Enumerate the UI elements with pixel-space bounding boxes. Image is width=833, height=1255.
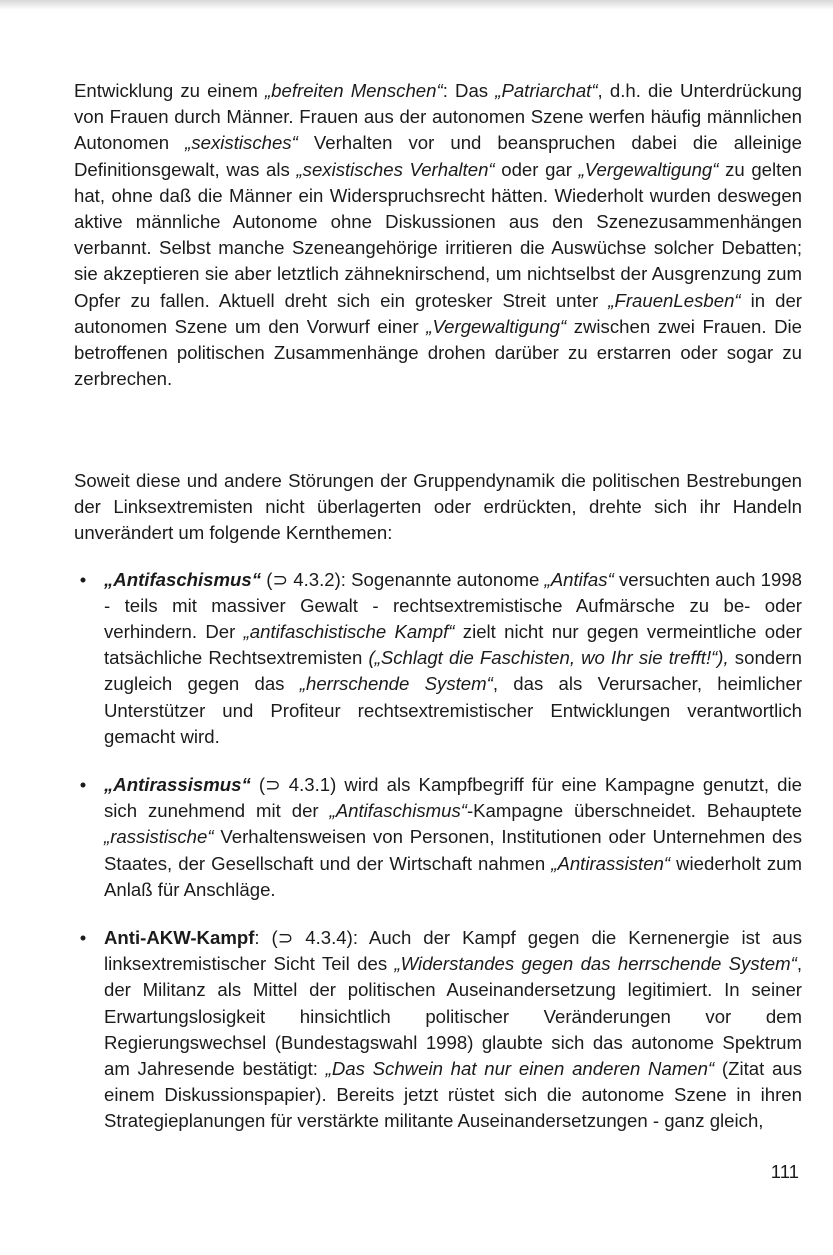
text-run: Verhalten vor und beanspruchen dabei die alleinige Definitionsgewalt, was als xyxy=(74,132,802,180)
text-run: zielt nicht nur gegen vermeintliche oder tatsächliche Rechtsextremisten xyxy=(104,621,802,669)
kernthemen-list xyxy=(74,567,802,1135)
bullet-marker: • xyxy=(79,568,87,590)
quote-frauenlesben: „FrauenLesben“ xyxy=(608,289,741,311)
bullet-marker: • xyxy=(79,927,87,949)
paragraph-patriarchat xyxy=(74,78,802,446)
quote-schlagt-die-faschisten: („Schlagt die Faschisten, wo Ihr sie trefft!“), xyxy=(368,647,729,669)
text-run: sondern zugleich gegen das xyxy=(104,647,802,695)
quote-das-schwein: „Das Schwein hat nur einen anderen Namen“ xyxy=(325,1058,715,1080)
text-run: zwischen zwei Frauen. Die betroffenen politischen Zusammenhänge drohen darüber zu erstarren oder sogar zu zerbrechen. xyxy=(74,315,802,390)
text-run: -Kampagne überschneidet. Behauptete xyxy=(466,800,802,822)
quote-befreiten-menschen: „befreiten Menschen“ xyxy=(264,80,443,101)
quote-sexistisches: „sexistisches“ xyxy=(185,132,298,154)
scan-top-edge xyxy=(0,0,833,10)
text-run: , d.h. die Unterdrückung von Frauen durch Männer. Frauen aus der autonomen Szene werfen häufig männlichen Autonomen xyxy=(74,80,802,154)
text-run: Entwicklung zu einem xyxy=(74,80,265,101)
quote-rassistische: „rassistische“ xyxy=(104,826,214,848)
list-item-anti-akw-kampf xyxy=(74,925,802,1135)
text-run: versuchten auch 1998 - teils mit massiver Gewalt - rechtsextremistische Aufmärsche zu be- oder verhindern. Der xyxy=(104,568,802,643)
quote-vergewaltigung: „Vergewaltigung“ xyxy=(426,315,567,337)
list-item-antirassismus xyxy=(74,772,802,903)
quote-vergewaltigung: „Vergewaltigung“ xyxy=(578,158,719,180)
term-antirassismus: „Antirassismus“ xyxy=(104,774,251,796)
text-run: , der Militanz als Mittel der politischen Auseinandersetzung legitimiert. In seiner Erwartungslosigkeit hinsichtlich politischer Veränderungen vor dem Regierungswechsel (Bundestagswahl 1998) glaubte sich das autonome Spektrum am Jahresende bestätigt: xyxy=(104,953,802,1080)
text-run: Verhaltensweisen von Personen, Institutionen oder Unternehmen des Staates, der Gesellschaft und der Wirtschaft nahmen xyxy=(104,826,802,874)
text-run: oder gar xyxy=(494,158,579,180)
quote-herrschende-system: „herrschende System“ xyxy=(299,673,493,695)
quote-antirassisten: „Antirassisten“ xyxy=(551,852,671,874)
term-antifaschismus: „Antifaschismus“ xyxy=(104,568,262,590)
quote-antifaschismus: „Antifaschismus“ xyxy=(329,800,467,822)
text-run: zu gelten hat, ohne daß die Männer ein Widerspruchsrecht hätten. Wiederholt wurden deswegen aktive männliche Autonome ohne Diskussionen aus den Szenezusammenhängen verbannt. Selbst manche Szeneangehörige irritieren die Auswüchse solcher Debatten; sie akzeptieren sie aber letztlich zähneknirschend, um nichtselbst der Ausgrenzung zum Opfer zu fallen. Aktuell dreht sich ein grotesker Streit unter xyxy=(74,158,803,311)
quote-sexistisches-verhalten: „sexistisches Verhalten“ xyxy=(296,158,495,180)
text-run: : Das xyxy=(442,80,496,101)
quote-antifaschistische-kampf: „antifaschistische Kampf“ xyxy=(243,621,455,643)
text-run: (Zitat aus einem Diskussionspapier). Bereits jetzt rüstet sich die autonome Szene in ihren Strategieplanungen für verstärkte militante Auseinandersetzungen - ganz gleich, xyxy=(104,1058,802,1132)
page-number: 111 xyxy=(770,1161,799,1182)
text-run: (⊃ 4.3.1) wird als Kampfbegriff für eine Kampagne genutzt, die sich zunehmend mit der xyxy=(104,774,802,822)
text-run: : (⊃ 4.3.4): Auch der Kampf gegen die Kernenergie ist aus linksextremistischer Sicht Teil des xyxy=(104,927,802,975)
text-run: , das als Verursacher, heimlicher Unterstützer und Profiteur rechtsextremistischer Entwicklungen verantwortlich gemacht wird. xyxy=(104,673,803,747)
quote-antifas: „Antifas“ xyxy=(544,568,614,590)
paragraph-kernthemen: Soweit diese und andere Störungen der Gruppendynamik die politischen Bestrebungen der Linksextremisten nicht überlagerten oder erdrückten, drehte sich ihr Handeln unverändert um folgende Kernthemen: xyxy=(74,470,802,544)
quote-patriarchat: „Patriarchat“ xyxy=(495,80,598,101)
text-run: (⊃ 4.3.2): Sogenannte autonome xyxy=(261,568,545,590)
page-body xyxy=(74,78,802,1135)
quote-widerstandes: „Widerstandes gegen das herrschende System“ xyxy=(394,953,797,975)
text-run: in der autonomen Szene um den Vorwurf einer xyxy=(74,289,802,337)
text-run: wiederholt zum Anlaß für Anschläge. xyxy=(104,852,802,900)
list-item-antifaschismus xyxy=(74,567,802,750)
bullet-marker: • xyxy=(79,774,87,796)
term-anti-akw-kampf: Anti-AKW-Kampf xyxy=(104,927,255,949)
